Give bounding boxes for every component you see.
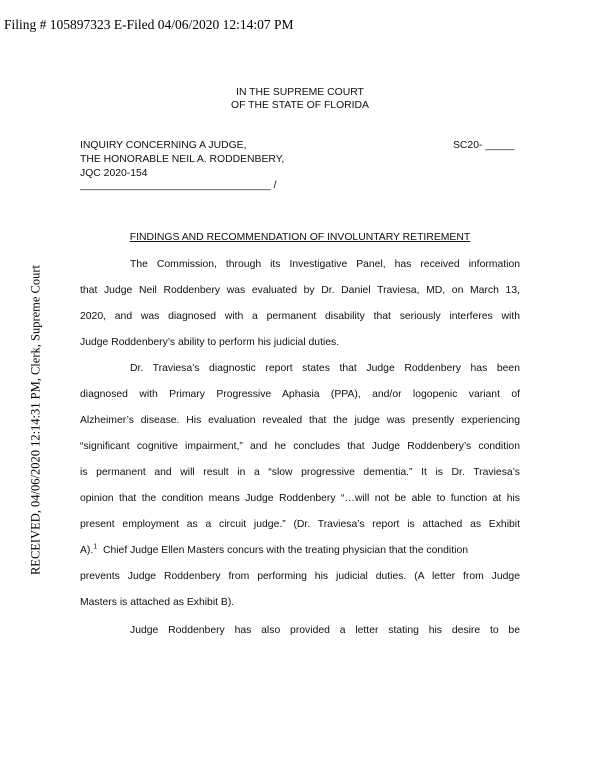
body-line: is permanent and will result in a “slow progressive dementia.” It is Dr. Traviesa’s bbox=[80, 467, 520, 478]
body-line: “significant cognitive impairment,” and he concludes that Judge Roddenbery’s condition bbox=[80, 441, 520, 452]
body-line: The Commission, through its Investigative Panel, has received information bbox=[130, 259, 520, 270]
body-line: Dr. Traviesa’s diagnostic report states that Judge Roddenbery has been bbox=[130, 363, 520, 374]
filing-stamp: Filing # 105897323 E-Filed 04/06/2020 12:14:07 PM bbox=[4, 17, 294, 32]
court-name-line-2: OF THE STATE OF FLORIDA bbox=[231, 100, 369, 111]
body-line: that Judge Neil Roddenbery was evaluated by Dr. Daniel Traviesa, MD, on March 13, bbox=[80, 285, 520, 296]
body-line: Judge Roddenbery has also provided a letter stating his desire to be bbox=[130, 625, 520, 636]
body-line: Alzheimer’s disease. His evaluation revealed that the judge was presently experiencing bbox=[80, 415, 520, 426]
caption-rule-line: _________________________________ / bbox=[80, 180, 277, 191]
body-line: diagnosed with Primary Progressive Aphasia (PPA), and/or logopenic variant of bbox=[80, 389, 520, 400]
body-text: A). bbox=[80, 545, 94, 556]
caption-jqc-number: JQC 2020-154 bbox=[80, 168, 148, 179]
footnote-marker: 1 bbox=[93, 543, 98, 551]
case-number: SC20- _____ bbox=[453, 140, 515, 151]
body-line: Judge Roddenbery’s ability to perform his judicial duties. bbox=[80, 337, 340, 348]
body-line: 2020, and was diagnosed with a permanent disability that seriously interferes with bbox=[80, 311, 520, 322]
caption-judge-name: THE HONORABLE NEIL A. RODDENBERY, bbox=[80, 154, 285, 165]
document-heading: FINDINGS AND RECOMMENDATION OF INVOLUNTARY RETIREMENT bbox=[129, 232, 471, 243]
court-name-line-1: IN THE SUPREME COURT bbox=[236, 87, 364, 98]
body-line: prevents Judge Roddenbery from performing his judicial duties. (A letter from Judge bbox=[80, 571, 520, 582]
body-line bbox=[80, 544, 520, 557]
body-text: Chief Judge Ellen Masters concurs with the treating physician that the condition bbox=[102, 545, 468, 556]
body-line: present employment as a circuit judge.” (Dr. Traviesa’s report is attached as Exhibit bbox=[80, 519, 520, 530]
caption-inquiry: INQUIRY CONCERNING A JUDGE, bbox=[80, 140, 247, 151]
received-stamp: RECEIVED, 04/06/2020 12:14:31 PM, Clerk, Supreme Court bbox=[28, 264, 43, 576]
body-line: Masters is attached as Exhibit B). bbox=[80, 597, 235, 608]
body-line: opinion that the condition means Judge Roddenbery “…will not be able to function at his bbox=[80, 493, 520, 504]
